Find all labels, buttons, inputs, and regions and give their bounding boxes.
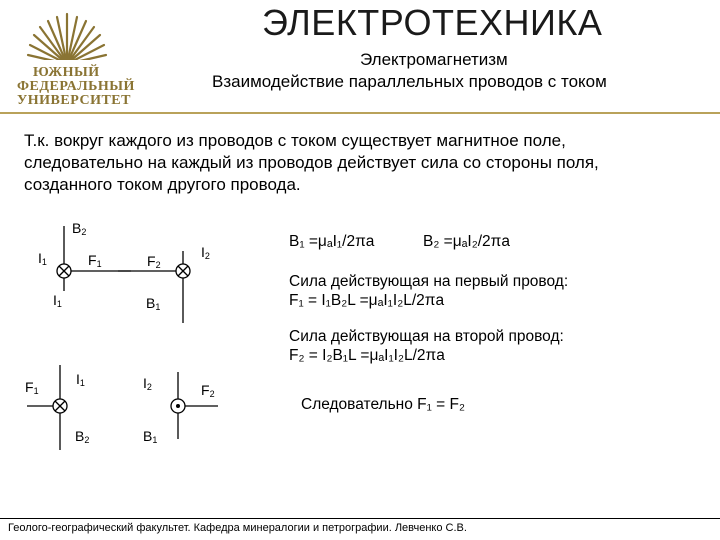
label-f2-2: $F_2$ — [201, 382, 215, 399]
formula-b2: B₂ =μₐI₂/2πa — [423, 233, 510, 250]
footer-text: Геолого-географический факультет. Кафедра минералогии и петрографии. Левченко С.В. — [8, 522, 467, 534]
force-first-equation: F₁ = I₁B₂L =μₐI₁I₂L/2πa — [289, 292, 445, 309]
label-b1: $B_1$ — [146, 295, 161, 312]
label-i1: $I_1$ — [38, 250, 47, 267]
force-second-equation: F₂ = I₂B₁L =μₐI₁I₂L/2πa — [289, 347, 445, 364]
label-b2-2: $B_2$ — [75, 428, 90, 445]
label-i1-bottom: $I_1$ — [53, 292, 62, 309]
force-first-label: Сила действующая на первый провод: — [289, 273, 569, 290]
formula-b1: B₁ =μₐI₁/2πa — [289, 233, 375, 250]
footer-divider — [0, 518, 720, 519]
page-topic: Взаимодействие параллельных проводов с током — [212, 72, 607, 91]
logo-text-line3: УНИВЕРСИТЕТ — [17, 93, 131, 108]
intro-line-3: созданного током другого провода. — [24, 175, 301, 194]
label-f1-2: $F_1$ — [25, 379, 39, 396]
label-f1: $F_1$ — [88, 252, 102, 269]
label-b1-2: $B_1$ — [143, 428, 158, 445]
label-f2: $F_2$ — [147, 253, 161, 270]
label-i2-2: $I_2$ — [143, 375, 152, 392]
label-b2: $B_2$ — [72, 220, 87, 237]
logo-text-line2: ФЕДЕРАЛЬНЫЙ — [17, 79, 135, 94]
page-title: ЭЛЕКТРОТЕХНИКА — [262, 2, 603, 43]
intro-line-1: Т.к. вокруг каждого из проводов с током существует магнитное поле, — [24, 131, 566, 150]
force-second-label: Сила действующая на второй провод: — [289, 328, 564, 345]
page-subtitle: Электромагнетизм — [360, 50, 508, 69]
logo-text-line1: ЮЖНЫЙ — [33, 65, 100, 80]
conclusion: Следовательно F₁ = F₂ — [301, 396, 466, 413]
intro-line-2: следовательно на каждый из проводов действует сила со стороны поля, — [24, 153, 599, 172]
label-i1-2: $I_1$ — [76, 371, 85, 388]
label-i2: $I_2$ — [201, 244, 210, 261]
